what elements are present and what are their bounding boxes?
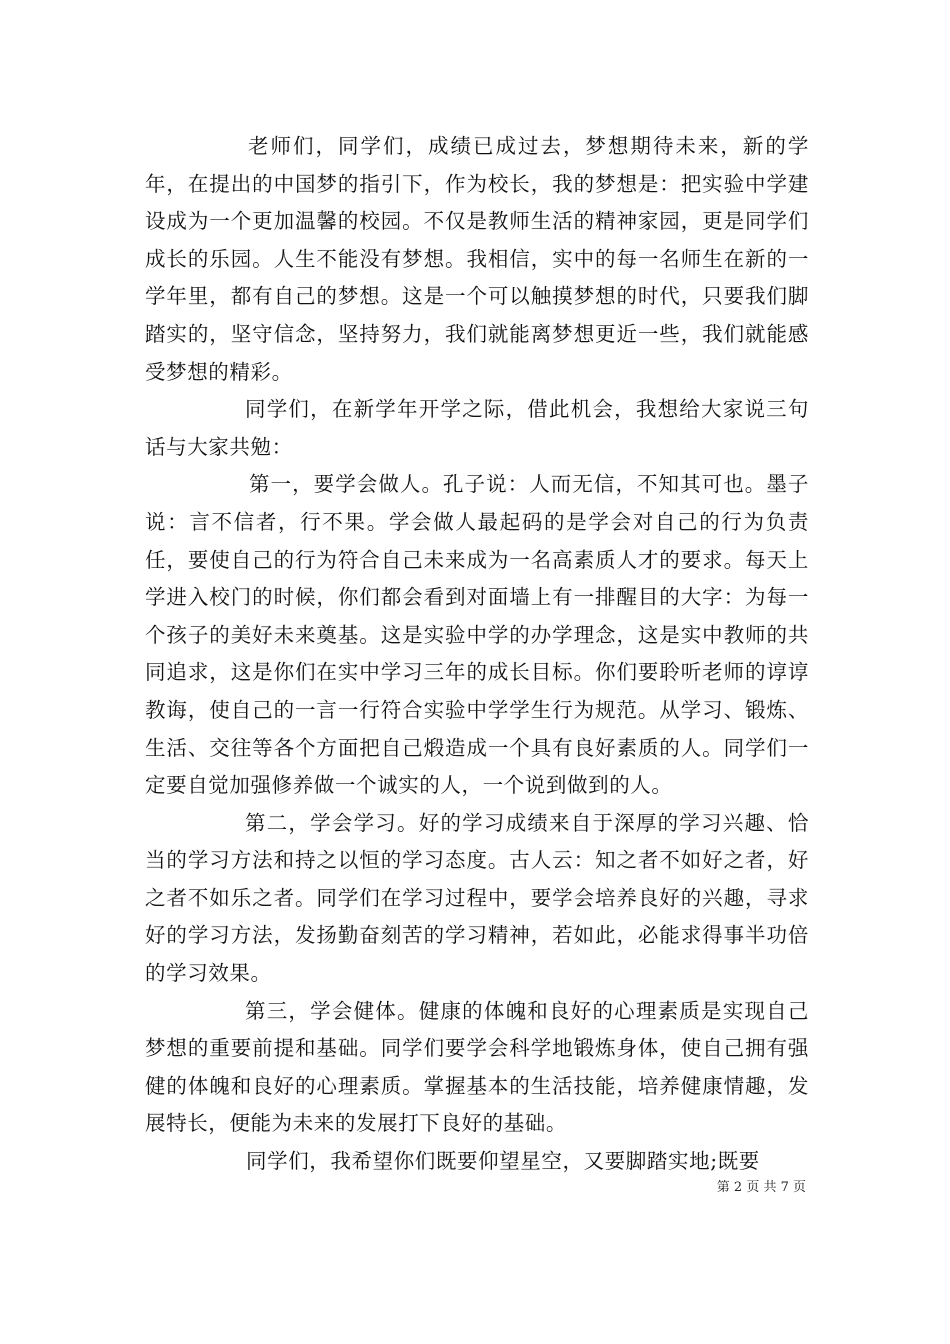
paragraph-dream: 老师们，同学们，成绩已成过去，梦想期待未来，新的学年，在提出的中国梦的指引下，作为校长，我的梦想是：把实验中学建设成为一个更加温馨的校园。不仅是教师生活的精神家园，更是同学们成长的乐园。人生不能没有梦想。我相信，实中的每一名师生在新的一学年里，都有自己的梦想。这是一个可以触摸梦想的时代，只要我们脚踏实的，坚守信念，坚持努力，我们就能离梦想更近一些，我们就能感受梦想的精彩。 bbox=[145, 134, 809, 384]
document-body bbox=[145, 128, 809, 1181]
paragraph-learn-to-be-human: 第一，要学会做人。孔子说：人而无信，不知其可也。墨子说：言不信者，行不果。学会做人最起码的是学会对自己的行为负责任，要使自己的行为符合自己未来成为一名高素质人才的要求。每天上学进入校门的时候，你们都会看到对面墙上有一排醒目的大字：为每一个孩子的美好未来奠基。这是实验中学的办学理念，这是实中教师的共同追求，这是你们在实中学习三年的成长目标。你们要聆听老师的谆谆教诲，使自己的一言一行符合实验中学学生行为规范。从学习、锻炼、生活、交往等各个方面把自己煅造成一个具有良好素质的人。同学们一定要自觉加强修养做一个诚实的人，一个说到做到的人。 bbox=[145, 472, 809, 798]
paragraph-learn-fitness: 第三，学会健体。健康的体魄和良好的心理素质是实现自己梦想的重要前提和基础。同学们要学会科学地锻炼身体，使自己拥有强健的体魄和良好的心理素质。掌握基本的生活技能，培养健康情趣，发展特长，便能为未来的发展打下良好的基础。 bbox=[145, 998, 809, 1136]
page-number: 第 2 页 共 7 页 bbox=[716, 1180, 806, 1195]
paragraph-closing: 同学们，我希望你们既要仰望星空，又要脚踏实地;既要 bbox=[246, 1149, 760, 1174]
paragraph-learn-to-study: 第二，学会学习。好的学习成绩来自于深厚的学习兴趣、恰当的学习方法和持之以恒的学习态度。古人云：知之者不如好之者，好之者不如乐之者。同学们在学习过程中，要学会培养良好的兴趣，寻求好的学习方法，发扬勤奋刻苦的学习精神，若如此，必能求得事半功倍的学习效果。 bbox=[145, 810, 809, 986]
paragraph-three-sentences: 同学们，在新学年开学之际，借此机会，我想给大家说三句话与大家共勉： bbox=[145, 397, 809, 459]
